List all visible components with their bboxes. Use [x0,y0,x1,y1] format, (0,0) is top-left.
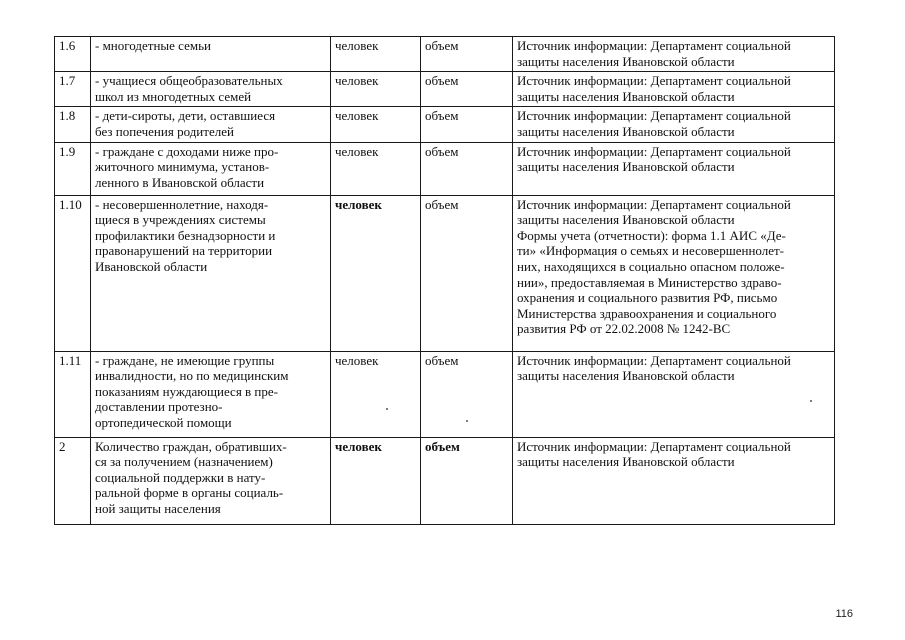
row-unit: человек [331,72,421,107]
row-measure: объем [421,72,513,107]
row-source: Источник информации: Департамент социальной защиты населения Ивановской области [513,142,835,195]
row-measure: объем [421,437,513,524]
row-measure: объем [421,195,513,351]
row-unit: человек [331,142,421,195]
table-row [55,437,835,524]
row-description: - несовершеннолетние, находя- щиеся в учреждениях системы профилактики безнадзорности и правонарушений на территории Ивановской области [91,195,331,351]
row-unit: человек [331,437,421,524]
row-description: - дети-сироты, дети, оставшиеся без попечения родителей [91,107,331,142]
row-number: 1.6 [55,37,91,72]
row-description: - учащиеся общеобразовательных школ из многодетных семей [91,72,331,107]
row-number: 1.7 [55,72,91,107]
row-source: Источник информации: Департамент социальной защиты населения Ивановской области [513,72,835,107]
row-unit: человек [331,351,421,437]
row-measure: объем [421,351,513,437]
row-description: - граждане, не имеющие группы инвалидности, но по медицинским показаниям нуждающиеся в пре- доставлении протезно- ортопедической помощи [91,351,331,437]
table-row [55,72,835,107]
row-source: Источник информации: Департамент социальной защиты населения Ивановской области [513,351,835,437]
table-row [55,107,835,142]
row-number: 2 [55,437,91,524]
row-measure: объем [421,107,513,142]
row-description: - граждане с доходами ниже про- житочного минимума, установ- ленного в Ивановской области [91,142,331,195]
scan-speck [466,420,468,422]
row-source: Источник информации: Департамент социальной защиты населения Ивановской области [513,37,835,72]
row-number: 1.9 [55,142,91,195]
row-description: Количество граждан, обративших- ся за получением (назначением) социальной поддержки в нату- ральной форме в органы социаль- ной защиты населения [91,437,331,524]
scan-speck [386,408,388,410]
row-source: Источник информации: Департамент социальной защиты населения Ивановской области Формы учета (отчетности): форма 1.1 АИС «Де- ти» «Информация о семьях и несовершеннолет- них, находящихся в социально опасном положе- нии», предоставляемая в Министерство здраво- охранения и социального развития РФ, письмо Министерства здравоохранения и социального развития РФ от 22.02.2008 № 1242-ВС [513,195,835,351]
row-number: 1.10 [55,195,91,351]
row-unit: человек [331,107,421,142]
row-measure: объем [421,37,513,72]
row-source: Источник информации: Департамент социальной защиты населения Ивановской области [513,437,835,524]
table-row [55,351,835,437]
row-number: 1.8 [55,107,91,142]
row-source: Источник информации: Департамент социальной защиты населения Ивановской области [513,107,835,142]
page-number: 116 [835,608,853,620]
table-row [55,37,835,72]
table-row [55,195,835,351]
scan-speck [810,400,812,402]
table-row [55,142,835,195]
row-measure: объем [421,142,513,195]
row-description: - многодетные семьи [91,37,331,72]
row-unit: человек [331,195,421,351]
row-number: 1.11 [55,351,91,437]
indicator-table [54,36,835,525]
row-unit: человек [331,37,421,72]
